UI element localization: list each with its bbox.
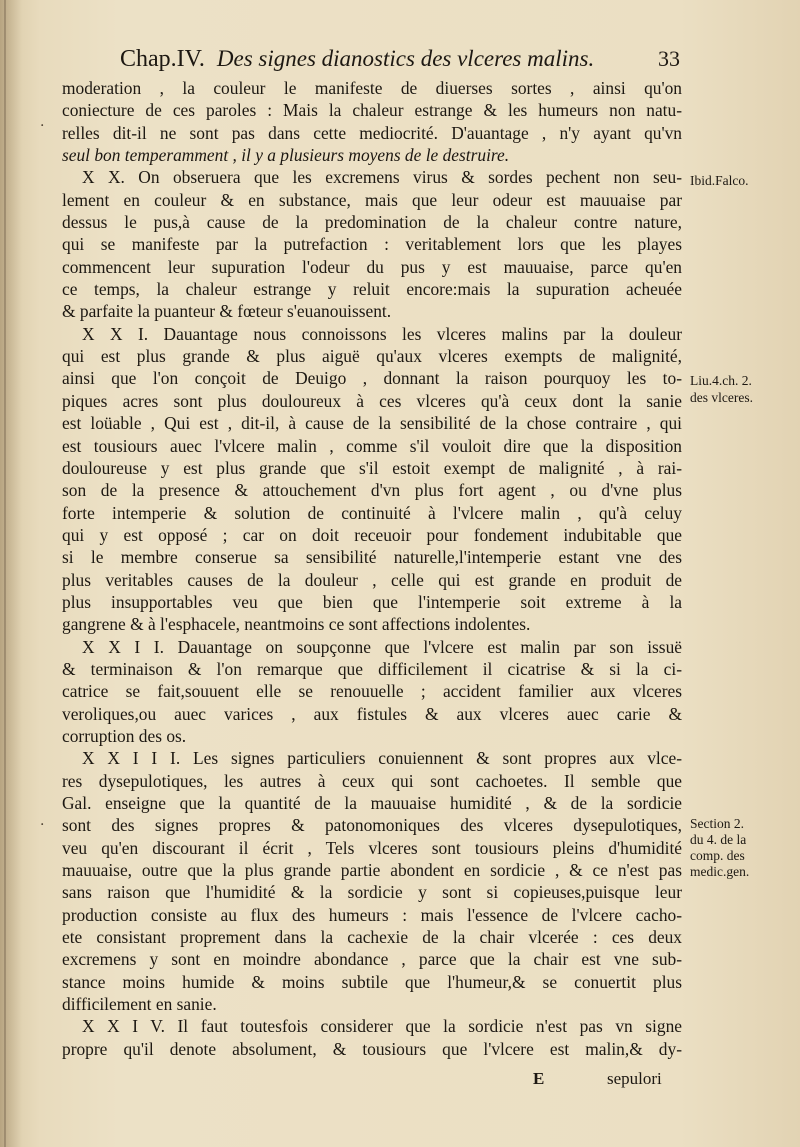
text-line: seul bon temperamment , il y a plusieurs moyens de le destruire. xyxy=(62,145,510,166)
margin-note: Section 2. xyxy=(690,816,744,831)
margin-note: comp. des xyxy=(690,848,745,863)
text-line: plus veritables causes de la douleur , celle qui est grande en produit de xyxy=(62,569,682,590)
text-line: relles dit-il ne sont pas dans cette mediocrité. D'auantage , n'y ayant qu'vn xyxy=(62,122,682,143)
text-line: mauuaise, outre que la plus grande partie abondent en sordicie , & ce n'est pas xyxy=(62,860,682,881)
text-line: commencent leur supuration l'odeur du pus y est mauuaise, parce qu'en xyxy=(62,256,682,277)
text-line: corruption des os. xyxy=(62,725,187,746)
text-line: plus insupportables veu que bien que l'intemperie soit extreme à la xyxy=(62,591,682,612)
text-line: qui est plus grande & plus aiguë qu'aux vlceres exempts de malignité, xyxy=(62,346,682,367)
text-line: Gal. enseigne que la quantité de la mauuaise humidité , & de la sordicie xyxy=(62,793,682,813)
margin-note: Liu.4.ch. 2. xyxy=(690,373,752,388)
catchword: sepulori xyxy=(607,1069,662,1088)
text-line: est tousiours auec l'vlcere malin , comme s'il vouloit dire que la disposition xyxy=(62,435,682,456)
margin-note: des vlceres. xyxy=(690,390,753,405)
paragraph-start: X X I I. Dauantage on soupçonne que l'vlcere est malin par son issuë xyxy=(82,636,682,657)
text-line: & parfaite la puanteur & fœteur s'euanouissent. xyxy=(62,301,392,322)
paragraph-start: X X. On obseruera que les excremens virus & sordes pechent non seu- xyxy=(82,167,682,188)
text-line: qui se manifeste par la putrefaction : veritablement lors que les playes xyxy=(62,234,682,255)
text-line: piques acres sont plus douloureux à ces vlceres qu'à ceux dont la sanie xyxy=(62,390,682,411)
text-line: catrice se fait,souuent elle se renouuelle ; accident familier aux vlceres xyxy=(62,681,682,702)
margin-note: medic.gen. xyxy=(690,864,750,879)
text-line: dessus le pus,à cause de la predomination de la chaleur contre nature, xyxy=(62,212,682,233)
margin-note: Ibid.Falco. xyxy=(690,173,749,188)
text-line: veroliques,ou auec varices , aux fistules & aux vlceres auec carie & xyxy=(62,703,682,724)
text-line: si le membre conserue sa sensibilité naturelle,l'intemperie estant vne des xyxy=(62,547,682,568)
signature-mark: E xyxy=(533,1069,545,1088)
margin-note: du 4. de la xyxy=(690,832,747,847)
text-line: difficilement en sanie. xyxy=(62,994,217,1015)
text-line: moderation , la couleur le manifeste de diuerses sortes , ainsi qu'on xyxy=(62,78,682,98)
text-line: qui y est opposé ; car on doit receuoir pour fondement indubitable que xyxy=(62,524,682,545)
paragraph-start: X X I. Dauantage nous connoissons les vlceres malins par la douleur xyxy=(82,323,682,344)
text-line: excremens y sont en moindre abondance , parce que la chair est vne sub- xyxy=(62,949,682,970)
text-line: propre qu'il denote absolument, & tousiours que l'vlcere est malin,& dy- xyxy=(62,1038,682,1059)
paragraph-start: X X I I I. Les signes particuliers conuiennent & sont propres aux vlce- xyxy=(82,748,682,769)
text-line: gangrene & à l'esphacele, neantmoins ce sont affections indolentes. xyxy=(62,614,531,635)
text-line: sans raison que l'humidité & la sordicie y sont si copieuses,puisque leur xyxy=(62,882,682,903)
chapter-title: Des signes dianostics des vlceres malins. xyxy=(216,46,595,71)
text-line: sont des signes propres & patonomoniques des vlceres dysepulotiques, xyxy=(62,815,682,836)
chapter-label: Chap.IV. xyxy=(120,46,205,72)
text-line: douloureuse y est plus grande que s'il estoit exempt de malignité , à rai- xyxy=(62,457,682,478)
margin-mark: · xyxy=(40,118,45,134)
text-line: veu qu'en discourant il écrit , Tels vlceres sont tousiours pleins d'humidité xyxy=(62,837,682,858)
text-line: forte intemperie & solution de continuité à l'vlcere malin , qu'à celuy xyxy=(62,502,682,523)
text-line: stance moins humide & moins subtile que l'humeur,& se conuertit plus xyxy=(62,971,682,992)
text-line: res dysepulotiques, les autres à ceux qui sont cachoetes. Il semble que xyxy=(62,770,682,791)
text-line: coniecture de ces paroles : Mais la chaleur estrange & les humeurs non natu- xyxy=(62,100,682,121)
page-number: 33 xyxy=(658,46,680,71)
paragraph-start: X X I V. Il faut toutesfois considerer que la sordicie n'est pas vn signe xyxy=(82,1016,682,1037)
binding-edge xyxy=(4,0,6,1147)
margin-mark: · xyxy=(40,817,45,833)
text-line: ainsi que l'on conçoit de Deuigo , donnant la raison pourquoy les to- xyxy=(62,368,682,389)
text-line: son de la presence & attouchement d'vn plus fort agent , ou d'vne plus xyxy=(62,480,682,501)
text-line: production consiste au flux des humeurs : mais l'essence de l'vlcere cacho- xyxy=(62,904,682,925)
text-line: ce temps, la chaleur estrange y reluit encore:mais la supuration acheuée xyxy=(62,279,682,300)
text-line: & terminaison & l'on remarque que difficilement il cicatrise & si la ci- xyxy=(62,658,682,679)
text-line: ete consistant proprement dans la cachexie de la chair vlcerée : ces deux xyxy=(62,927,682,948)
text-line: lement en couleur & en substance, mais que leur odeur est mauuaise par xyxy=(62,189,682,210)
body-text xyxy=(62,77,682,1060)
text-line: est loüable , Qui est , dit-il, à cause de la sensibilité de la chose contraire , qui xyxy=(62,413,682,434)
